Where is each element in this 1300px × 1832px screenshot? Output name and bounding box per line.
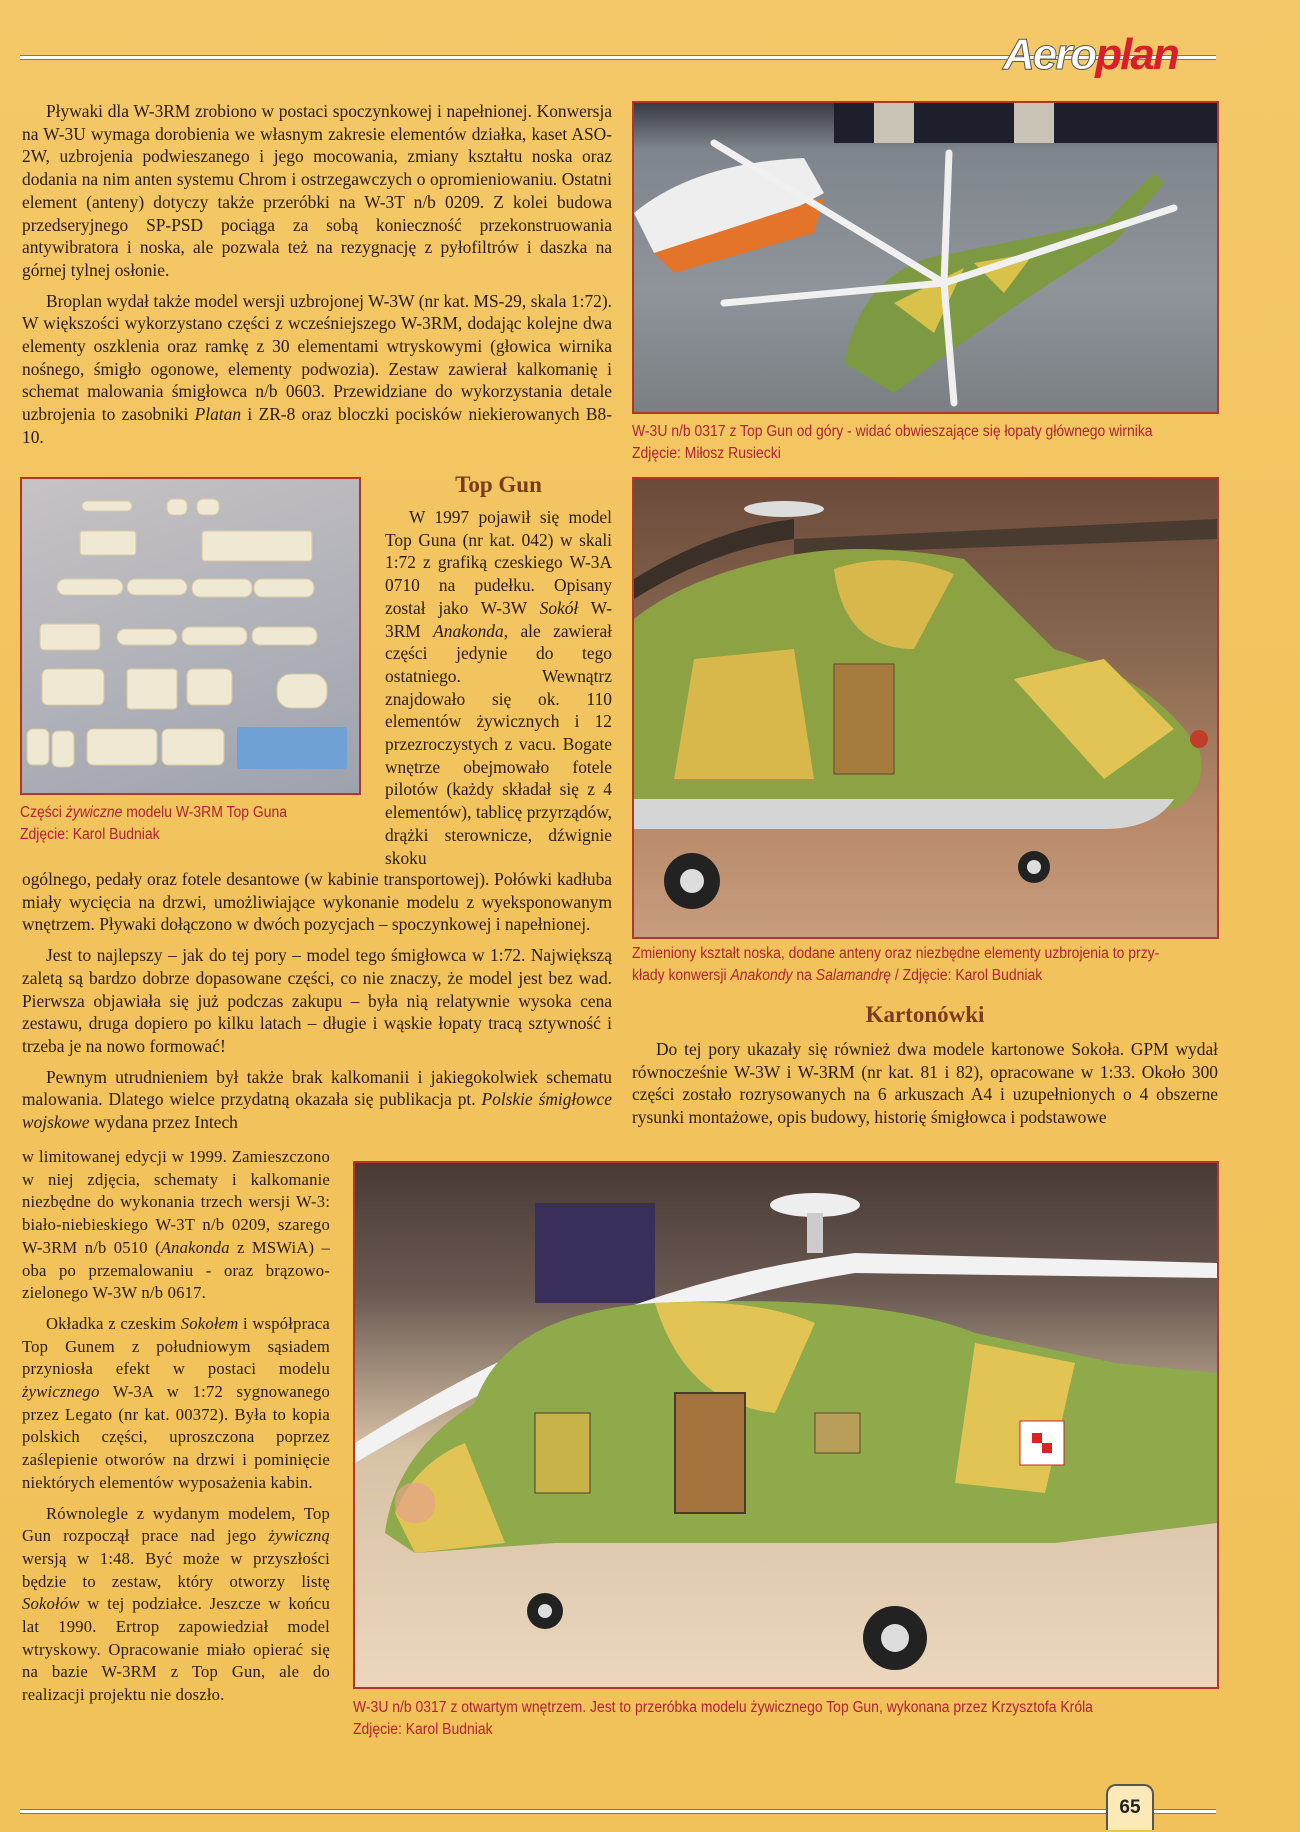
text-run: Pewnym utrudnieniem był także brak kalkomanii i jakiegokolwiek schematu malowania. Dlatego wielce przydatną okazała się publikacja pt. [22,1066,612,1110]
caption-text: kłady konwersji [632,967,731,984]
text-run: z MSWiA) – oba po przemalowaniu - oraz brązowo-zielonego W-3W n/b 0617. [22,1237,330,1303]
top-view-helicopter-photo [632,101,1219,414]
helicopter-top-illustration [634,103,1217,412]
article-block-d [22,1146,330,1715]
text-run: ogólnego, pedały oraz fotele desantowe (w kabinie transportowej). Połówki kadłuba miały wycięcia na drzwi, umożliwiające wykonanie modelu z wyeksponowanym wnętrzem. Pływaki dołączono w dwóch pozycjach – spoczynkowej i napełnionej. [22,869,612,935]
kartonowki-text [632,1038,1218,1137]
photo-credit: Zdjęcie: Karol Budniak [20,826,160,843]
caption-text: na [792,967,816,984]
paragraph [22,1503,330,1707]
text-run: W 1997 pojawił się model Top Guna (nr kat. 042) w skali 1:72 z grafiką czeskiego W-3A 0710 na pudełku. Opisany został jako W-3W [385,507,612,618]
top-photo-caption [632,421,1153,465]
text-run: wersją w 1:48. Być może w przyszłości będzie to zestaw, który otworzy listę [22,1548,330,1591]
text-run: W-3RM [385,597,612,641]
paragraph [22,290,612,449]
italic-text: Sokół [539,597,579,618]
resin-parts-illustration [22,479,359,793]
text-run: i ZR-8 oraz bloczki pocisków niekierowanych B8-10. [22,404,612,447]
side-view-helicopter-photo [632,477,1219,939]
text-run: w tej podziałce. Jeszcze w końcu lat 1990. Ertrop zapowiedział model wtryskowy. Opracowanie miało opierać się na bazie W-3RM z Top Gun, ale do realizacji projektu nie doszło. [22,1594,330,1705]
paragraph [22,1313,330,1495]
parts-photo-caption [20,802,287,846]
text-run: i współpraca Top Gunem z południowym sąsiadem przyniosła efekt w postaci modelu [22,1313,330,1379]
italic-text: Platan [194,404,242,425]
footer-rule [20,1809,1216,1814]
caption-text: W-3U n/b 0317 z Top Gun od góry - widać obwieszające się łopaty głównego wirnika [632,423,1153,440]
caption-line [632,965,1159,987]
paragraph [22,100,612,282]
italic-text: Anakonda [160,1237,230,1257]
caption-italic: Salamandrę [815,967,892,984]
caption-text: Zmieniony kształt noska, dodane anteny oraz niezbędne elementy uzbrojenia to przy- [632,945,1160,962]
italic-text: Sokołów [22,1594,80,1614]
aeroplan-logo [1003,30,1178,80]
italic-text: Sokołem [180,1313,239,1333]
caption-italic: żywiczne [65,804,123,821]
article-block-c [22,868,612,1142]
caption-text: modelu W-3RM Top Guna [122,804,287,821]
text-run: Okładka z czeskim [46,1313,181,1333]
text-run: W-3A w 1:72 sygnowanego przez Legato (nr kat. 00372). Była to kopia polskich części, uproszczona poprzez zaślepienie otworów na drzwi i pominięcie niektórych elementów wyposażenia kabin. [22,1382,330,1492]
paragraph [22,944,612,1058]
resin-parts-photo [20,477,361,795]
caption-text: Części [20,804,66,821]
text-run: Do tej pory ukazały się również dwa modele kartonowe Sokoła. GPM wydał równocześnie W-3W i W-3RM (nr kat. 81 i 82), opracowane w 1:33. Około 300 części zostało rozrysowanych na 6 arkuszach A4 i uzupełnionych o 4 obszerne rysunki montażowe, opis budowy, historię śmigłowca i podstawowe [632,1039,1218,1128]
italic-text: Anakonda [433,620,504,641]
text-run: wydana przez Intech [89,1112,238,1133]
caption-italic: Anakondy [730,967,793,984]
caption-line [20,802,287,824]
article-block-b [385,506,612,877]
photo-credit: Zdjęcie: Miłosz Rusiecki [632,445,781,462]
text-run: , ale zawierał części jedynie do tego ostatniego. Wewnątrz znajdowało się ok. 110 elementów żywicznych i 12 przezroczystych z vacu. Bogate wnętrze obejmowało fotele pilotów (każdy składał się z 4 elementów), tablicę przyrządów, drążki sterownicze, dźwignie skoku [385,620,613,868]
italic-text: żywiczną [268,1526,330,1546]
text-run: Pływaki dla W-3RM zrobiono w postaci spoczynkowej i napełnionej. Konwersja na W-3U wymaga dorobienia we własnym zakresie elementów działka, kaset ASO-2W, uzbrojenia podwieszanego i jego mocowania, zmiany kształtu noska oraz dodania na nim anten systemu Chrom i ostrzegawczych o opromieniowaniu. Ostatni element (anteny) dotyczy także przeróbki na W-3T n/b 0209. Z kolei budowa przedseryjnego SP-PSD pociąga za sobą konieczność przekonstruowania antywibratora i noska, ale pozwala też na rezygnację z pyłofiltrów i daszka na górnej tylnej osłonie. [22,101,612,280]
helicopter-side-illustration [634,479,1217,937]
text-run: Równolegle z wydanym modelem, Top Gun rozpoczął prace nad jego [22,1503,330,1546]
photo-credit: / Zdjęcie: Karol Budniak [891,967,1043,984]
caption-text: W-3U n/b 0317 z otwartym wnętrzem. Jest to przeróbka modelu żywicznego Top Gun, wykonana przez Krzysztofa Króla [353,1699,1093,1716]
polish-checkerboard-insignia [1020,1421,1064,1465]
paragraph [385,506,612,869]
helicopter-interior-illustration [355,1163,1217,1687]
italic-text: żywicznego [22,1382,100,1402]
text-run: w limitowanej edycji w 1999. Zamieszczono w niej zdjęcia, schematy i kalkomanie niezbędne do wykonania trzech wersji W-3: biało-niebieskiego W-3T n/b 0209, szarego W-3RM n/b 0510 ( [22,1147,330,1257]
paragraph [632,1038,1218,1129]
article-block-a [22,100,612,457]
italic-text: Polskie śmigłowce wojskowe [22,1089,612,1133]
photo-credit: Zdjęcie: Karol Budniak [353,1721,493,1738]
middle-photo-caption [632,943,1159,987]
bottom-photo-caption [353,1697,1093,1741]
section-heading-top-gun: Top Gun [455,472,542,497]
logo-part-aero: Aero [1003,30,1096,79]
open-interior-helicopter-photo [353,1161,1219,1689]
paragraph [22,868,612,936]
page-number: 65 [1106,1784,1154,1830]
section-heading-kartonowki: Kartonówki [865,1002,985,1027]
logo-part-plan: plan [1095,30,1178,79]
paragraph [22,1146,330,1305]
text-run: Broplan wydał także model wersji uzbrojonej W-3W (nr kat. MS-29, skala 1:72). W większości wykorzystano części z wcześniejszego W-3RM, dodając kolejne dwa elementy oszklenia oraz ramkę z 30 elementami wtryskowymi (głowica wirnika nośnego, śmigło ogonowe, elementy podwozia). Zestaw zawierał kalkomanię i schemat malowania śmigłowca n/b 0603. Przewidziane do wykorzystania detale uzbrojenia to zasobniki [22,290,612,425]
paragraph [22,1066,612,1134]
text-run: Jest to najlepszy – jak do tej pory – model tego śmigłowca w 1:72. Największą zaletą są bardzo dobrze dopasowane części, co nie znaczy, że model jest bez wad. Pierwsza objawiała się już podczas zakupu – była nią relatywnie wysoka cena zestawu, druga dopiero po kilku latach – długie i wąskie łopaty tracą sztywność i trzeba je na nowo formować! [22,945,612,1056]
